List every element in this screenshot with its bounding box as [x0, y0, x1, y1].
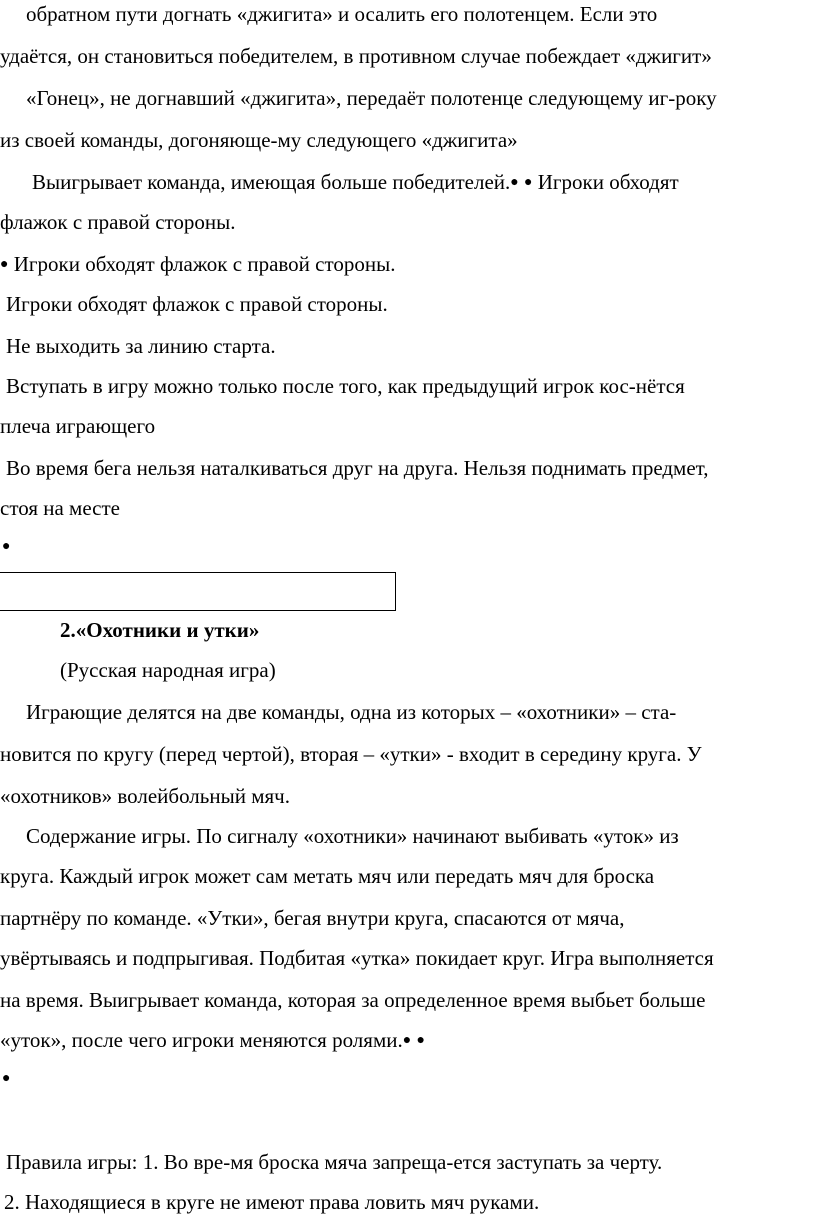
text-line: удаётся, он становиться победителем, в противном случае побеждает «джигит»	[0, 44, 712, 68]
text-line: плеча играющего	[0, 414, 156, 438]
text-line: стоя на месте	[0, 496, 120, 520]
text-fragment: Игроки обходят	[537, 170, 679, 194]
text-fragment: «уток», после чего игроки меняются ролями.	[0, 1028, 403, 1052]
bullet-item	[0, 254, 395, 275]
text-line: Содержание игры. По сигналу «охотники» начинают выбивать «уток» из	[26, 824, 679, 848]
text-line	[0, 1030, 425, 1051]
rules-line: Правила игры: 1. Во вре-мя броска мяча запреща-ется заступать за черту.	[6, 1150, 663, 1174]
bullet-icon: ●	[510, 175, 519, 190]
section-subtitle: (Русская народная игра)	[60, 658, 276, 682]
text-line: Вступать в игру можно только после того, как предыдущий игрок кос-нётся	[6, 374, 685, 398]
text-line: круга. Каждый игрок может сам метать мяч или передать мяч для броска	[0, 864, 655, 888]
text-line	[32, 172, 679, 193]
text-line: флажок с правой стороны.	[0, 210, 236, 234]
text-line: Не выходить за линию старта.	[6, 334, 276, 358]
bullet-icon: ●	[2, 1071, 11, 1086]
text-line: Игроки обходят флажок с правой стороны.	[6, 292, 388, 316]
text-fragment: Выигрывает команда, имеющая больше победителей.	[32, 170, 511, 194]
bullet-icon: ●	[524, 175, 533, 190]
text-line: Во время бега нельзя наталкиваться друг на друга. Нельзя поднимать предмет,	[6, 456, 709, 480]
text-line: «Гонец», не догнавший «джигита», передаёт полотенце следующему иг-року	[26, 86, 717, 110]
text-line: «охотников» волейбольный мяч.	[0, 784, 290, 808]
text-line: партнёру по команде. «Утки», бегая внутри круга, спасаются от мяча,	[0, 906, 625, 930]
text-fragment: Игроки обходят флажок с правой стороны.	[13, 252, 396, 276]
rules-line: 2. Находящиеся в круге не имеют права ловить мяч руками.	[4, 1190, 540, 1214]
bullet-icon: ●	[402, 1033, 412, 1048]
bullet-icon: ●	[0, 257, 9, 272]
text-line: обратном пути догнать «джигита» и осалить его полотенцем. Если это	[26, 2, 658, 26]
empty-frame	[0, 572, 396, 611]
text-line: на время. Выигрывает команда, которая за определенное время выбьет больше	[0, 988, 706, 1012]
text-line: увёртываясь и подпрыгивая. Подбитая «утка» покидает круг. Игра выполняется	[0, 946, 714, 970]
section-title: 2.«Охотники и утки»	[60, 618, 260, 642]
text-line: новится по кругу (перед чертой), вторая – «утки» - входит в середину круга. У	[0, 742, 702, 766]
text-line: Играющие делятся на две команды, одна из которых – «охотники» – ста-	[26, 700, 677, 724]
bullet-icon: ●	[416, 1033, 425, 1048]
text-line: из своей команды, догоняюще-му следующего «джигита»	[0, 128, 518, 152]
bullet-icon: ●	[2, 539, 11, 554]
